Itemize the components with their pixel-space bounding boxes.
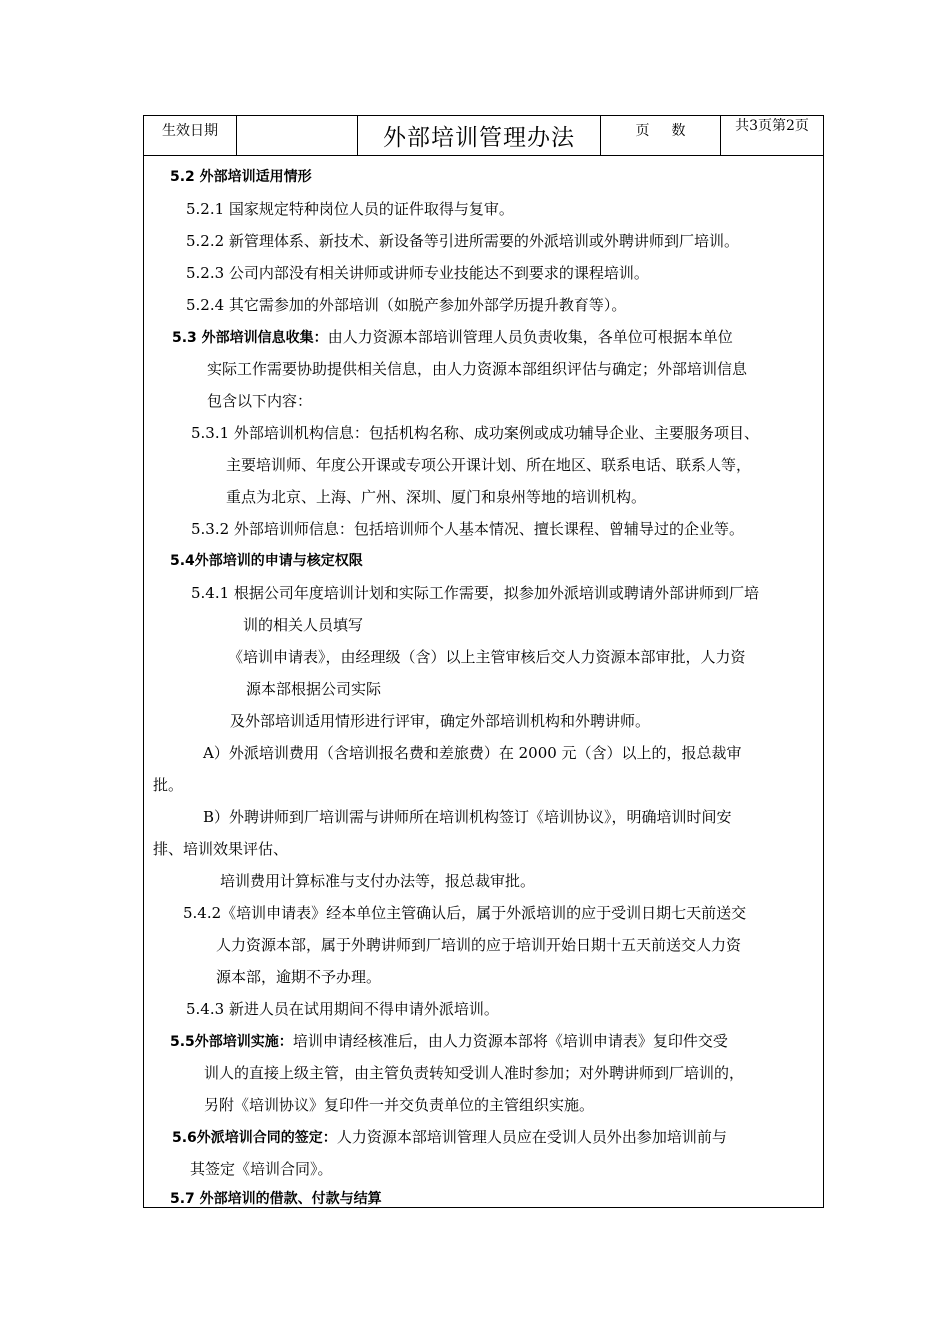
clause-5-3-2: 5.3.2 外部培训师信息：包括培训师个人基本情况、擅长课程、曾辅导过的企业等。 bbox=[191, 520, 744, 538]
section-5-6-line-1 bbox=[172, 1127, 727, 1148]
section-5-5-line-1 bbox=[170, 1031, 728, 1052]
section-5-5-text-1: 培训申请经核准后，由人力资源本部将《培训申请表》复印件交受 bbox=[292, 1032, 728, 1050]
effective-date-label: 生效日期 bbox=[144, 116, 237, 155]
effective-date-value bbox=[237, 116, 358, 155]
section-5-6-text-1: 人力资源本部培训管理人员应在受训人员外出参加培训前与 bbox=[336, 1128, 727, 1146]
clause-5-2-4: 5.2.4 其它需参加的外部培训（如脱产参加外部学历提升教育等）。 bbox=[186, 296, 627, 314]
section-5-3-text-1: 由人力资源本部培训管理人员负责收集，各单位可根据本单位 bbox=[327, 328, 733, 346]
clause-5-2-2: 5.2.2 新管理体系、新技术、新设备等引进所需要的外派培训或外聘讲师到厂培训。 bbox=[186, 232, 739, 250]
clause-5-4-1-line-1: 5.4.1 根据公司年度培训计划和实际工作需要，拟参加外派培训或聘请外部讲师到厂培 bbox=[191, 584, 759, 602]
clause-5-4-2-line-1: 5.4.2《培训申请表》经本单位主管确认后，属于外派培训的应于受训日期七天前送交 bbox=[183, 904, 747, 922]
section-5-3-line-2: 实际工作需要协助提供相关信息，由人力资源本部组织评估与确定；外部培训信息 bbox=[207, 360, 748, 378]
section-5-2-title: 5.2 外部培训适用情形 bbox=[170, 169, 312, 185]
section-5-5-line-3: 另附《培训协议》复印件一并交负责单位的主管组织实施。 bbox=[204, 1096, 595, 1114]
clause-5-4-1-line-3: 《培训申请表》，由经理级（含）以上主管审核后交人力资源本部审批，人力资 bbox=[228, 648, 746, 666]
clause-5-4-1-line-4: 源本部根据公司实际 bbox=[246, 680, 382, 698]
clause-5-4-1-line-2: 训的相关人员填写 bbox=[243, 616, 364, 634]
section-5-5-line-2: 训人的直接上级主管，由主管负责转知受训人准时参加；对外聘讲师到厂培训的， bbox=[204, 1064, 745, 1082]
clause-5-3-1-line-3: 重点为北京、上海、广州、深圳、厦门和泉州等地的培训机构。 bbox=[226, 488, 647, 506]
clause-5-3-1-line-2: 主要培训师、年度公开课或专项公开课计划、所在地区、联系电话、联系人等， bbox=[226, 456, 752, 474]
clause-5-3-1-line-1: 5.3.1 外部培训机构信息：包括机构名称、成功案例或成功辅导企业、主要服务项目、 bbox=[191, 424, 759, 442]
clause-5-4-2-line-2: 人力资源本部，属于外聘讲师到厂培训的应于培训开始日期十五天前送交人力资 bbox=[216, 936, 742, 954]
section-5-6-title: 5.6外派培训合同的签定： bbox=[172, 1130, 337, 1146]
pages-label: 页数 bbox=[601, 116, 721, 155]
section-5-6-line-2: 其签定《培训合同》。 bbox=[190, 1160, 333, 1178]
document-header bbox=[144, 116, 823, 156]
item-b-line-2: 排、培训效果评估、 bbox=[153, 840, 289, 858]
document-title: 外部培训管理办法 bbox=[358, 116, 601, 155]
item-b-line-1: B）外聘讲师到厂培训需与讲师所在培训机构签订《培训协议》，明确培训时间安 bbox=[203, 808, 732, 826]
clause-5-4-3: 5.4.3 新进人员在试用期间不得申请外派培训。 bbox=[186, 1000, 499, 1018]
pages-value: 共3页第2页 bbox=[735, 118, 809, 134]
section-5-7-title: 5.7 外部培训的借款、付款与结算 bbox=[170, 1191, 382, 1207]
item-a-line-1: A）外派培训费用（含培训报名费和差旅费）在 2000 元（含）以上的，报总裁审 bbox=[203, 744, 742, 762]
section-5-3-line-3: 包含以下内容： bbox=[207, 392, 313, 410]
clause-5-2-1: 5.2.1 国家规定特种岗位人员的证件取得与复审。 bbox=[186, 200, 514, 218]
section-5-4-title: 5.4外部培训的申请与核定权限 bbox=[170, 553, 363, 569]
section-5-3-line-1 bbox=[172, 327, 733, 348]
item-b-line-3: 培训费用计算标准与支付办法等，报总裁审批。 bbox=[220, 872, 536, 890]
section-5-3-title: 5.3 外部培训信息收集： bbox=[172, 330, 328, 346]
clause-5-4-2-line-3: 源本部，逾期不予办理。 bbox=[216, 968, 382, 986]
item-a-line-2: 批。 bbox=[153, 776, 184, 794]
section-5-5-title: 5.5外部培训实施： bbox=[170, 1034, 293, 1050]
clause-5-2-3: 5.2.3 公司内部没有相关讲师或讲师专业技能达不到要求的课程培训。 bbox=[186, 264, 649, 282]
clause-5-4-1-line-5: 及外部培训适用情形进行评审，确定外部培训机构和外聘讲师。 bbox=[230, 712, 651, 730]
